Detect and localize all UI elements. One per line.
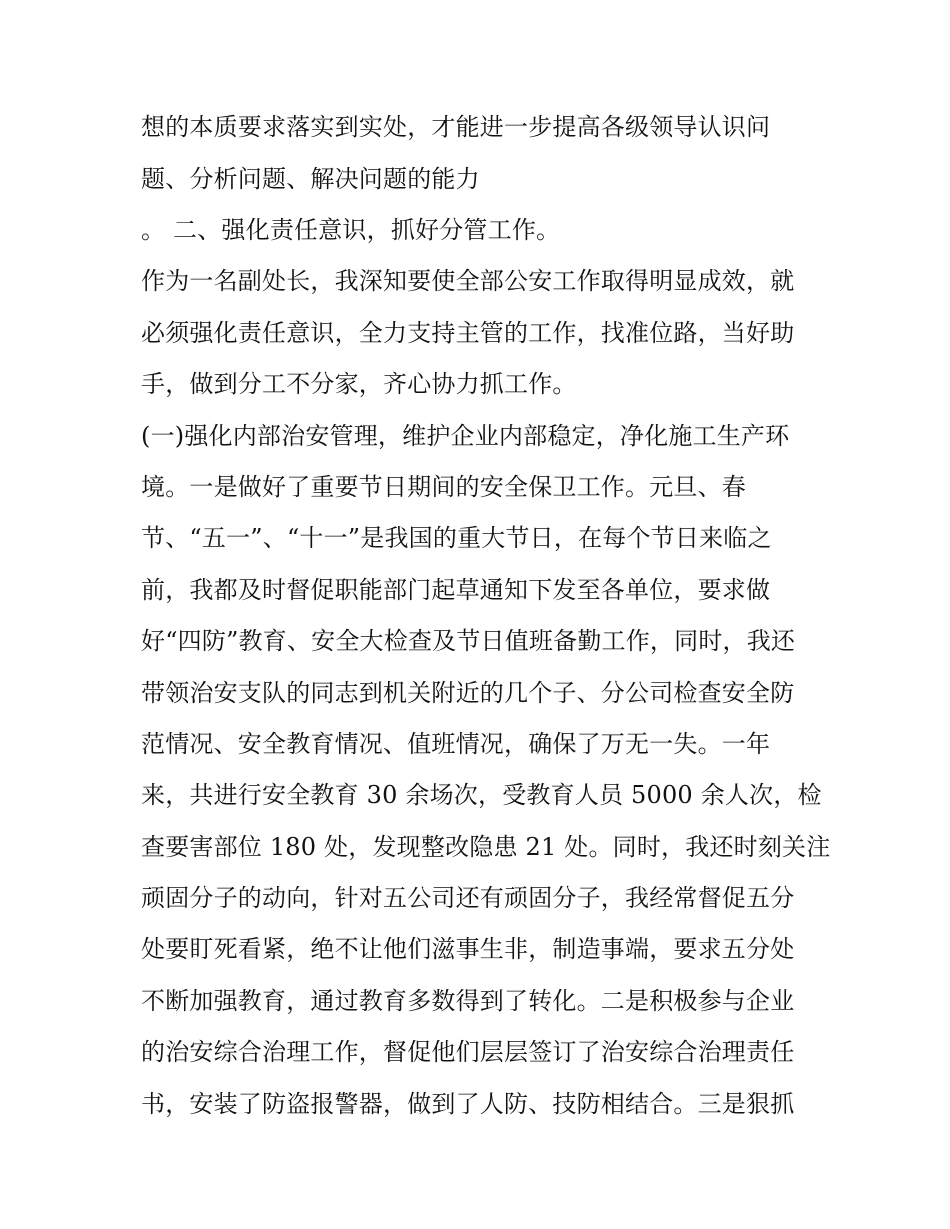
- text-line-17: 处要盯死看紧，绝不让他们滋事生非，制造事端，要求五分处: [141, 935, 795, 963]
- text-line-12: 带领治安支队的同志到机关附近的几个子、分公司检查安全防: [141, 679, 795, 707]
- text-line-9: 节、“五一”、“十一”是我国的重大节日，在每个节日来临之: [141, 524, 772, 552]
- text-line-13: 范情况、安全教育情况、值班情况，确保了万无一失。一年: [141, 730, 771, 758]
- text-line-14: 来，共进行安全教育 30 余场次，受教育人员 5000 余人次，检: [141, 781, 822, 809]
- text-line-5: 必须强化责任意识，全力支持主管的工作，找准位路，当好助: [141, 319, 795, 347]
- text-line-7: (一)强化内部治安管理，维护企业内部稳定，净化施工生产环: [141, 422, 790, 450]
- text-line-2: 题、分析问题、解决问题的能力: [141, 165, 480, 193]
- text-line-4: 作为一名副处长，我深知要使全部公安工作取得明显成效，就: [141, 267, 795, 295]
- text-line-8: 境。一是做好了重要节日期间的安全保卫工作。元旦、春: [141, 473, 746, 501]
- text-line-20: 书，安装了防盗报警器，做到了人防、技防相结合。三是狠抓: [141, 1090, 795, 1118]
- text-line-6: 手，做到分工不分家，齐心协力抓工作。: [141, 370, 577, 398]
- text-line-10: 前，我都及时督促职能部门起草通知下发至各单位，要求做: [141, 576, 771, 604]
- text-line-11: 好“四防”教育、安全大检查及节日值班备勤工作，同时，我还: [141, 627, 796, 655]
- text-line-16: 顽固分子的动向，针对五公司还有顽固分子，我经常督促五分: [141, 884, 795, 912]
- text-line-18: 不断加强教育，通过教育多数得到了转化。二是积极参与企业: [141, 987, 795, 1015]
- text-line-19: 的治安综合治理工作，督促他们层层签订了治安综合治理责任: [141, 1038, 795, 1066]
- text-line-15: 查要害部位 180 处，发现整改隐患 21 处。同时，我还时刻关注: [141, 833, 831, 861]
- text-line-1: 想的本质要求落实到实处，才能进一步提高各级领导认识问: [141, 113, 771, 141]
- section-heading: 。 二、强化责任意识，抓好分管工作。: [141, 216, 561, 244]
